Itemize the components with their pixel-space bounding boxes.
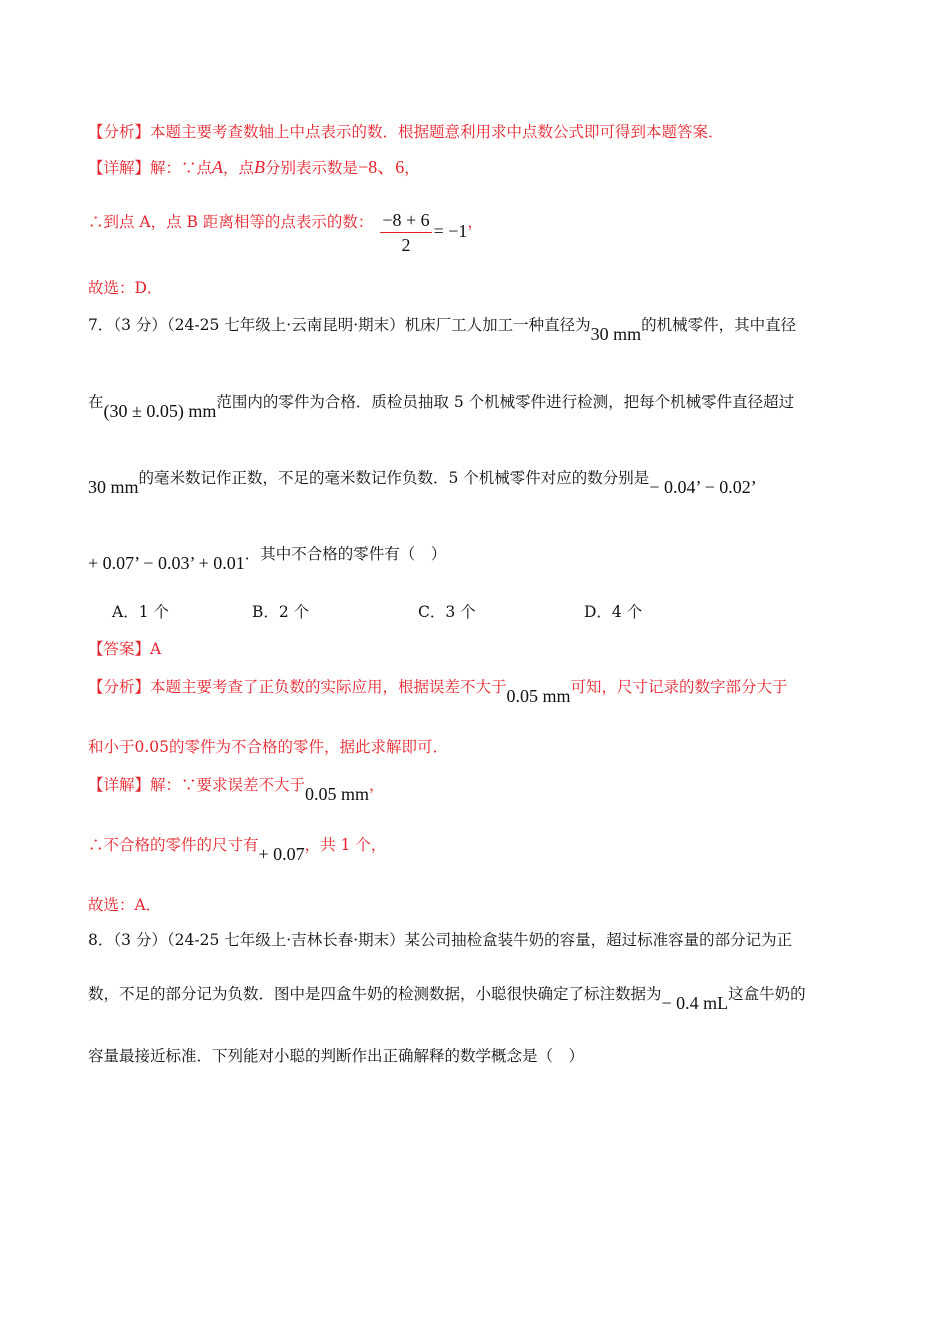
- midpoint-fraction: [380, 210, 431, 256]
- analysis-text: 本题主要考查了正负数的实际应用，根据误差不大于: [150, 678, 507, 696]
- detail-text: 分别表示数是: [265, 159, 359, 177]
- stem-text: ．其中不合格的零件有（ ）: [244, 545, 447, 563]
- fraction-denominator: 2: [401, 235, 411, 255]
- detail-text: ，点: [223, 159, 255, 177]
- stem-text: 这盒牛奶的: [728, 985, 806, 1003]
- detail-text: 解：∵要求误差不大于: [150, 776, 306, 794]
- q7-option-d[interactable]: D．4 个: [584, 603, 643, 621]
- fraction-numerator: −8 + 6: [380, 210, 431, 233]
- q8-stem-line-1: 8．（3 分）（24-25 七年级上·吉林长春·期末）某公司抽检盒装牛奶的容量，超过标准容量的部分记为正: [88, 931, 793, 949]
- stem-text: 7．（3 分）（24-25 七年级上·云南昆明·期末）机床厂工人加工一种直径为: [88, 316, 591, 334]
- q7-conclusion: [88, 833, 387, 864]
- stem-text: 数，不足的部分记为负数．图中是四盒牛奶的检测数据，小聪很快确定了标注数据为: [88, 985, 662, 1003]
- q6-analysis: [88, 120, 724, 142]
- q7-stem-line-1: [88, 313, 797, 344]
- analysis-text: 本题主要考查数轴上中点表示的数．根据题意利用求中点数公式即可得到本题答案．: [150, 123, 724, 141]
- conclusion-math: + 0.07: [258, 844, 305, 864]
- analysis-tag: 【分析】: [88, 678, 151, 696]
- q7-stem-line-2: [88, 390, 795, 421]
- q7-stem-line-3: [88, 466, 757, 497]
- stem-values: − 0.04’ − 0.02’: [649, 477, 757, 497]
- stem-text: 范围内的零件为合格．质检员抽取 5 个机械零件进行检测，把每个机械零件直径超过: [216, 393, 795, 411]
- q7-option-c[interactable]: C．3 个: [418, 603, 476, 621]
- conclusion-text: ∴到点 A，点 B 距离相等的点表示的数：: [88, 213, 374, 231]
- conclusion-text: ，共 1 个，: [304, 836, 387, 854]
- point-a: A: [212, 157, 224, 177]
- analysis-tag: 【分析】: [88, 123, 151, 141]
- stem-text: 在: [88, 393, 104, 411]
- detail-math: 0.05 mm: [305, 784, 370, 804]
- analysis-text: 可知，尺寸记录的数字部分大于: [570, 678, 788, 696]
- answer-tag: 【答案】: [88, 640, 151, 658]
- q7-stem-line-4: [88, 542, 447, 573]
- stem-math: 30 mm: [590, 324, 642, 344]
- q6-conclusion: [88, 200, 483, 255]
- detail-tag: 【详解】: [88, 776, 151, 794]
- q8-stem-line-3: 容量最接近标准．下列能对小聪的判断作出正确解释的数学概念是（ ）: [88, 1047, 585, 1065]
- q7-analysis-line-2: 和小于0.05的零件为不合格的零件，据此求解即可．: [88, 738, 449, 756]
- detail-text: ，: [369, 776, 385, 794]
- q7-final: 故选：A．: [88, 896, 162, 914]
- q8-stem-line-2: [88, 982, 806, 1013]
- detail-text: ，: [404, 159, 420, 177]
- stem-text: 的毫米数记作正数，不足的毫米数记作负数．5 个机械零件对应的数分别是: [138, 469, 650, 487]
- analysis-math: 0.05 mm: [506, 686, 571, 706]
- q6-detail: [88, 153, 420, 179]
- detail-tag: 【详解】: [88, 159, 151, 177]
- q7-answer: [88, 637, 161, 659]
- stem-math: − 0.4 mL: [661, 993, 729, 1013]
- q6-answer: 故选：D．: [88, 279, 163, 297]
- conclusion-text: ，: [467, 213, 483, 231]
- q7-option-a[interactable]: A．1 个: [112, 603, 169, 621]
- fraction-result: = −1: [433, 221, 468, 241]
- detail-text: 解：∵点: [150, 159, 213, 177]
- conclusion-text: ∴不合格的零件的尺寸有: [88, 836, 259, 854]
- stem-math: (30 ± 0.05) mm: [103, 401, 217, 421]
- point-b: B: [254, 157, 266, 177]
- stem-values: + 0.07’ − 0.03’ + 0.01: [88, 553, 245, 573]
- detail-values: −8、6: [358, 157, 405, 177]
- q7-analysis: [88, 675, 788, 706]
- stem-math: 30 mm: [88, 477, 139, 497]
- answer-value: A: [150, 640, 162, 658]
- stem-text: 的机械零件，其中直径: [641, 316, 797, 334]
- q7-option-b[interactable]: B．2 个: [252, 603, 310, 621]
- q7-detail: [88, 773, 385, 804]
